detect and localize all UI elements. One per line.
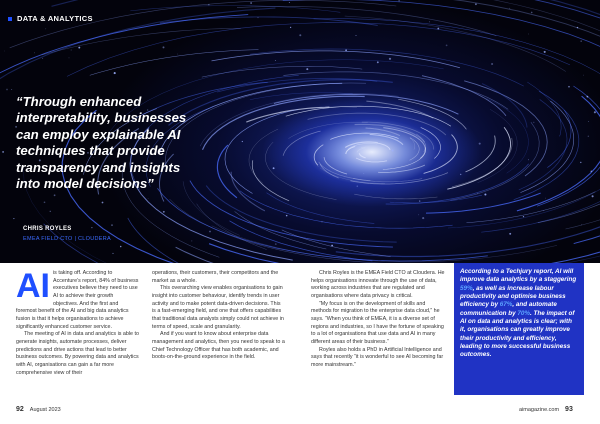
light-particle [177,54,178,55]
article-paragraph [16,267,140,331]
light-particle [45,28,46,29]
light-streak [466,136,496,172]
light-particle [290,27,291,28]
light-particle [577,27,578,28]
section-tag [8,14,93,23]
light-streak [67,23,570,77]
light-streak [225,109,298,193]
light-particle [587,96,589,98]
light-particle [418,214,419,215]
article-paragraph: Royles also holds a PhD in Artificial Intelligence and says that recently “it is wonderful to see AI becoming far more mainstream.” [311,346,444,368]
light-streak [314,19,600,146]
callout-text: . The impact of AI on data and analytics is clear; with it, organisations can greatly improve their productivity and efficiency, leading to more successful business outcomes. [460,309,575,359]
light-particle [544,51,546,53]
light-particle [543,210,544,211]
quote-author-name: CHRIS ROYLES [23,226,72,232]
light-streak [359,153,365,158]
light-particle [446,45,448,47]
article-column-2 [152,270,285,362]
footer-left [16,406,61,413]
light-streak [377,143,390,150]
light-particle [528,34,529,35]
light-streak [451,122,540,200]
light-streak [237,6,496,35]
light-particle [4,51,5,52]
light-streak [523,0,600,121]
light-particle [13,218,14,219]
light-particle [331,245,333,247]
light-particle [50,211,51,212]
light-particle [491,63,493,65]
light-particle [250,2,252,4]
light-particle [580,162,581,163]
light-particle [54,194,56,196]
light-streak [283,72,508,110]
light-streak [574,69,600,243]
light-particle [531,12,533,14]
callout-stat: 67% [499,301,513,309]
light-particle [275,243,277,245]
callout-text: , and automate communication by [460,301,557,317]
light-particle [6,89,8,91]
callout-text: , as well as increase labour productivity and optimise business efficiency by [460,284,566,309]
light-particle [528,159,529,160]
callout-stat: 59% [460,284,473,292]
light-streak [217,145,237,198]
light-particle [475,3,477,5]
light-particle [580,40,582,42]
article-paragraph: The meeting of AI in data and analytics is able to generate insights, automate processes, deliver predictions and drive actions that lead to better business outcomes. By powering data and analytics with AI, organisations can gain a far more comprehensive view of their [16,331,139,376]
light-particle [102,202,104,204]
light-particle [275,60,276,61]
light-streak [206,186,397,243]
light-particle [258,17,259,18]
light-streak [345,142,378,148]
light-particle [299,34,301,36]
section-marker-icon [8,17,12,21]
light-streak [514,91,579,200]
light-particle [322,221,323,222]
light-particle [91,227,92,228]
light-particle [477,193,478,194]
light-particle [460,174,461,175]
pull-quote: “Through enhanced interpretability, businesses can employ explainable AI techniques that provide transparency and insights into model decisions” [16,94,187,192]
light-particle [78,47,80,49]
light-particle [389,58,391,60]
light-streak [157,188,487,261]
light-streak [410,138,415,150]
light-particle [533,122,534,123]
light-streak [354,194,437,199]
light-particle [594,111,596,113]
light-streak [370,135,403,145]
light-particle [591,171,593,173]
light-streak [441,255,600,263]
light-streak [375,0,600,108]
light-streak [362,122,434,149]
light-particle [306,68,308,70]
light-streak [394,119,600,263]
light-particle [429,22,430,23]
light-particle [114,72,116,74]
light-streak [386,164,529,204]
light-streak [209,244,600,263]
light-particle [71,49,72,50]
light-particle [163,211,165,213]
light-streak [324,157,347,174]
light-particle [42,58,43,59]
light-particle [392,149,394,151]
light-streak [378,165,425,172]
drop-cap: AI [16,267,50,305]
issue-date: August 2023 [29,407,61,413]
light-particle [523,216,524,217]
light-particle [583,75,584,76]
light-particle [545,198,546,199]
light-particle [437,28,439,30]
callout-text: According to a Techjury report, AI will improve data analytics by a staggering [460,268,577,284]
light-particle [398,0,399,1]
light-streak [424,135,458,174]
light-streak [478,109,518,183]
light-particle [111,224,112,225]
article-column-1 [16,267,140,377]
light-streak [482,84,527,128]
quote-author-title: EMEA FIELD CTO | CLOUDERA [23,236,111,242]
light-particle [113,253,114,254]
light-particle [355,35,356,36]
page-number-right: 93 [565,406,573,413]
light-particle [357,185,359,187]
lead-text: is taking off. According to Accenture’s report, 84% of business executives believe they need to use AI to achieve [53,270,139,299]
light-particle [484,193,486,195]
light-streak [330,133,398,139]
light-streak [252,160,289,201]
light-particle [289,2,290,3]
light-streak [231,172,265,211]
light-streak [190,181,393,248]
site-name: aimagazine.com [519,407,560,413]
light-particle [191,240,192,241]
light-particle [509,233,511,235]
footer-right [519,406,573,413]
light-particle [363,173,364,174]
article-paragraph: This overarching view enables organisations to gain insight into customer behaviour, identify trends in user activity and to make potent data-driven decisions. This is a fast-emerging field, and one that offers capabilities that traditional data analysts simply could not achieve in terms of speed, scale and granularity. [152,285,284,330]
light-streak [160,17,378,26]
light-particle [422,217,424,219]
light-streak [447,127,510,189]
light-streak [357,148,366,153]
callout-stat: 70% [517,309,530,317]
article-paragraph: Chris Royles is the EMEA Field CTO at Cloudera. He helps organisations innovate through the use of data, working across industries that are regulated and organisations where data privacy is critical. [311,270,445,299]
light-particle [242,141,243,142]
section-tag-label: DATA & ANALYTICS [17,14,93,23]
light-streak [519,99,567,189]
light-particle [163,46,165,48]
light-particle [34,52,35,53]
light-streak [283,131,321,156]
light-streak [308,113,446,135]
article-paragraph: “My focus is on the development of skills and methods for migration to the enterprise data cloud,” he says. “When you think of EMEA, it is a diverse set of regions and industries, so I have the fortune of speaking to a lot of organisations that use data and AI in many different areas of their business.” [311,300,444,345]
light-particle [479,143,481,145]
light-particle [345,49,347,51]
article-paragraph: And if you want to know about enterprise data management and analytics, then you need to speak to a Chief Technology Officer that has both academic, and boots-on-the-ground experience in the field. [152,331,285,361]
light-streak [267,193,375,224]
light-streak [398,99,466,129]
light-streak [487,98,529,173]
light-streak [356,158,387,162]
page-number-left: 92 [16,406,24,413]
light-particle [209,231,211,233]
light-streak [538,155,600,223]
light-streak [249,129,278,183]
body-text: their growth objectives. And the first and foremost benefit of the AI and big data analytics fusion is that it helps organisations to achieve significantly enhanced customer service. [16,292,129,330]
light-particle [588,136,589,137]
light-streak [448,184,600,228]
light-particle [44,201,46,203]
article-column-3 [311,270,445,370]
light-particle [11,89,12,90]
light-particle [148,198,149,199]
light-streak [527,82,561,136]
light-particle [509,8,510,9]
callout-box [454,263,584,395]
light-particle [273,167,275,169]
light-particle [2,151,4,153]
light-streak [10,0,397,48]
light-particle [568,86,570,88]
light-particle [588,121,589,122]
light-particle [592,195,594,197]
light-particle [286,215,288,217]
light-particle [419,200,420,201]
light-particle [69,58,70,59]
light-particle [377,61,379,63]
light-particle [581,225,582,226]
light-particle [120,246,122,248]
light-streak [422,76,506,116]
article-paragraph: operations, their customers, their competitors and the market as a whole. [152,270,279,284]
light-particle [208,4,209,5]
